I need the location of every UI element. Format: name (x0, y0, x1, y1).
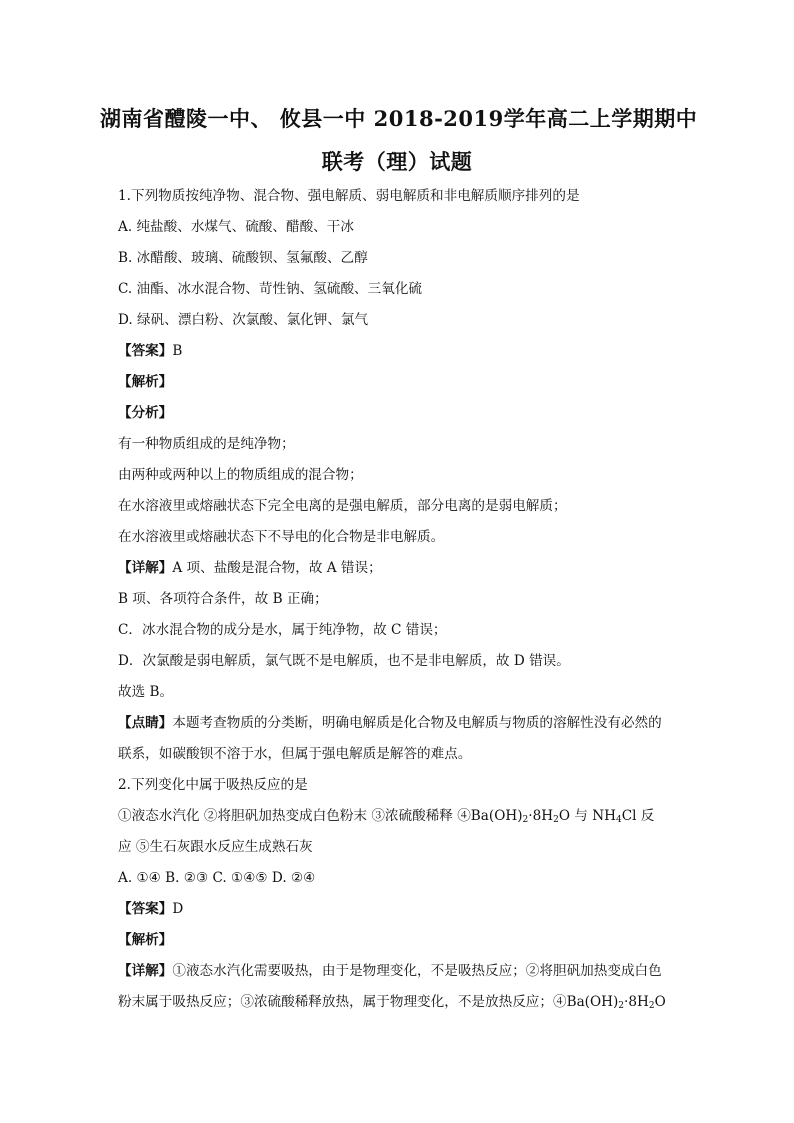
question-2-items-line-2: 应 ⑤生石灰跟水反应生成熟石灰 (118, 839, 313, 855)
fenxi-line: 在水溶液里或熔融状态下不导电的化合物是非电解质。 (118, 529, 445, 545)
fenxi-line: 在水溶液里或熔融状态下完全电离的是强电解质，部分电离的是弱电解质； (118, 498, 567, 514)
title-line-2: 联考（理）试题 (321, 149, 473, 174)
subscript: 4 (615, 815, 622, 825)
detail-text: ·8H (624, 994, 649, 1010)
question-2-detail-line-2 (118, 992, 666, 1016)
note-tag: 【点睛】 (118, 715, 173, 731)
fenxi-line: 有一种物质组成的是纯净物； (118, 436, 295, 452)
fenxi-line: 由两种或两种以上的物质组成的混合物； (118, 467, 363, 483)
question-1-answer (118, 341, 182, 361)
detail-line: 故选 B。 (118, 684, 174, 700)
question-2-stem: 2.下列变化中属于吸热反应的是 (118, 777, 308, 793)
detail-line: D．次氯酸是弱电解质，氯气既不是电解质，也不是非电解质，故 D 错误。 (118, 653, 570, 669)
detail-text: A 项、盐酸是混合物，故 A 错误； (172, 560, 382, 576)
subscript: 2 (522, 815, 529, 825)
subscript: 2 (618, 1001, 625, 1011)
note-second-line: 联系，如碳酸钡不溶于水，但属于强电解质是解答的难点。 (118, 746, 472, 762)
question-2-options: A. ①④ B. ②③ C. ①④⑤ D. ②④ (118, 870, 316, 886)
detail-tag: 【详解】 (118, 963, 173, 979)
question-1-stem: 1.下列物质按纯净物、混合物、强电解质、弱电解质和非电解质顺序排列的是 (118, 188, 580, 204)
answer-tag: 【答案】 (118, 343, 173, 359)
items-text: Cl 反 (621, 808, 655, 824)
detail-line: C．冰水混合物的成分是水，属于纯净物，故 C 错误； (118, 622, 447, 638)
question-1-option-c: C. 油酯、冰水混合物、苛性钠、氢硫酸、三氧化硫 (118, 281, 423, 297)
items-text: O 与 NH (558, 808, 616, 824)
note-text: 本题考查物质的分类断，明确电解质是化合物及电解质与物质的溶解性没有必然的 (172, 715, 662, 731)
items-text: ①液态水汽化 ②将胆矾加热变成白色粉末 ③浓硫酸稀释 ④Ba(OH) (118, 808, 523, 824)
answer-value: D (172, 901, 184, 917)
question-1-option-b: B. 冰醋酸、玻璃、硫酸钡、氢氟酸、乙醇 (118, 250, 368, 266)
detail-text: O (654, 994, 666, 1010)
analysis-tag: 【解析】 (118, 374, 173, 390)
detail-tag: 【详解】 (118, 560, 173, 576)
subscript: 2 (648, 1001, 655, 1011)
items-text: ·8H (528, 808, 554, 824)
detail-text: ①液态水汽化需要吸热，由于是物理变化，不是吸热反应；②将胆矾加热变成白色 (172, 963, 662, 979)
answer-tag: 【答案】 (118, 901, 173, 917)
answer-value: B (172, 343, 183, 359)
question-2-answer (118, 899, 183, 919)
note-first-line (118, 713, 662, 733)
question-2-detail-line-1 (118, 961, 662, 981)
question-2-items-line-1 (118, 806, 654, 830)
detail-line: B 项、各项符合条件，故 B 正确； (118, 591, 328, 607)
analysis-tag: 【解析】 (118, 932, 173, 948)
detail-first-line (118, 558, 382, 578)
question-1-option-a: A. 纯盐酸、水煤气、硫酸、醋酸、干冰 (118, 219, 354, 235)
question-1-option-d: D. 绿矾、漂白粉、次氯酸、氯化钾、氯气 (118, 312, 369, 328)
detail-text: 粉末属于吸热反应；③浓硫酸稀释放热，属于物理变化，不是放热反应；④Ba(OH) (118, 994, 619, 1010)
fenxi-tag: 【分析】 (118, 405, 173, 421)
subscript: 2 (553, 815, 559, 825)
title-line-1: 湖南省醴陵一中、 攸县一中 2018-2019学年高二上学期期中 (100, 106, 698, 131)
